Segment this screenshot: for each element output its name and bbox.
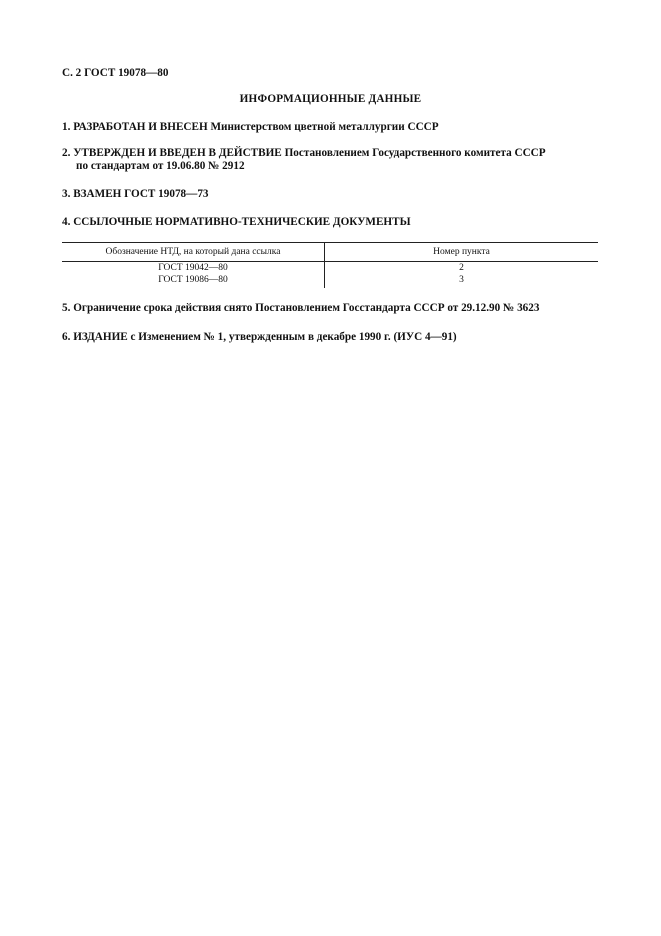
section-2-line-1: 2. УТВЕРЖДЕН И ВВЕДЕН В ДЕЙСТВИЕ Постановлением Государственного комитета СССР [62,147,546,159]
section-2-line-2: по стандартам от 19.06.80 № 2912 [76,160,245,172]
table-header-document: Обозначение НТД, на который дана ссылка [62,243,325,261]
table-column-documents [62,262,325,288]
section-3: 3. ВЗАМЕН ГОСТ 19078—73 [62,188,209,200]
table-cell-item-number: 3 [459,275,464,285]
table-cell-document: ГОСТ 19086—80 [158,275,228,285]
section-4: 4. ССЫЛОЧНЫЕ НОРМАТИВНО-ТЕХНИЧЕСКИЕ ДОКУМЕНТЫ [62,216,411,228]
section-6: 6. ИЗДАНИЕ с Изменением № 1, утвержденным в декабре 1990 г. (ИУС 4—91) [62,331,457,343]
table-header-row [62,243,598,262]
page-header: С. 2 ГОСТ 19078—80 [62,67,169,79]
table-column-items [325,262,598,288]
reference-documents-table [62,242,598,288]
table-body [62,262,598,288]
table-cell-document: ГОСТ 19042—80 [158,263,228,273]
section-1: 1. РАЗРАБОТАН И ВНЕСЕН Министерством цветной металлургии СССР [62,121,439,133]
table-cell-item-number: 2 [459,263,464,273]
section-5: 5. Ограничение срока действия снято Постановлением Госстандарта СССР от 29.12.90 № 3623 [62,302,540,314]
table-header-item-number: Номер пункта [433,247,490,257]
page-title: ИНФОРМАЦИОННЫЕ ДАННЫЕ [239,93,422,105]
